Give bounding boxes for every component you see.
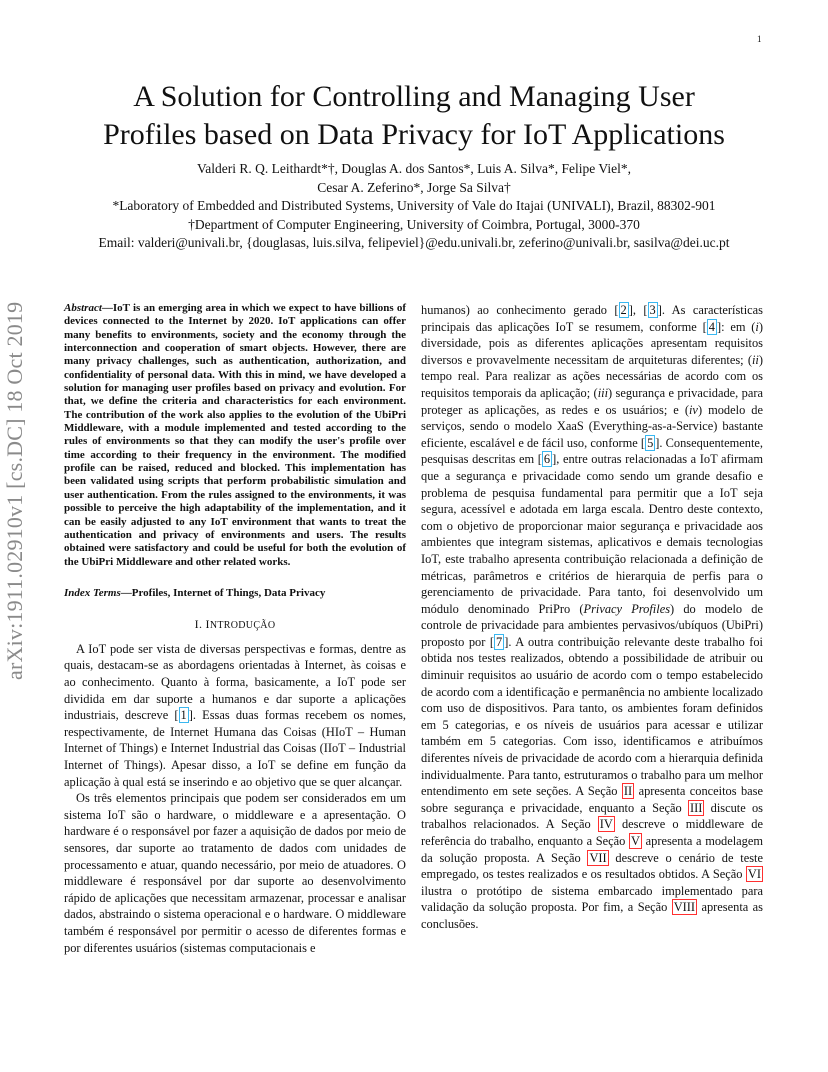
abstract-lead: Abstract bbox=[64, 302, 102, 314]
author-block bbox=[40, 160, 788, 253]
section-ref-link[interactable]: II bbox=[623, 784, 633, 799]
authors-line-2: Cesar A. Zeferino*, Jorge Sa Silva† bbox=[317, 179, 511, 195]
section-ref-link[interactable]: IV bbox=[599, 817, 613, 832]
citation-link[interactable]: 4 bbox=[708, 319, 715, 334]
paragraph-intro-1: A IoT pode ser vista de diversas perspectivas e formas, dentre as quais, destacam-se as abordagens orientadas à Internet, às coisas e ao conhecimento. Quanto à forma, basicamente, a IoT pode ser dividida em dar suporte a humanos e dar suporte a aplicações industriais, descreve [ 1 ]. Essas duas formas recebem os nomes, respectivamente, de Internet Humana das Coisas (HIoT – Human Internet of Things) e Internet Industrial das Coisas (IIoT – Industrial Internet of Things). Apesar disso, a IoT se define em função da aplicação à qual está se inserindo e ao objetivo que se quer alcançar. bbox=[64, 641, 406, 789]
email-line: Email: valderi@univali.br, {douglasas, luis.silva, felipeviel}@edu.univali.br, zeferino@univali.br, sasilva@dei.uc.pt bbox=[98, 235, 730, 250]
citation-link[interactable]: 1 bbox=[180, 708, 187, 723]
title-line-2: Profiles based on Data Privacy for IoT Applications bbox=[103, 118, 725, 151]
abstract-text: —IoT is an emerging area in which we expect to have billions of devices connected to the Internet by 2020. IoT applications can offer many benefits to environments, society and the economy through the interconnection and cooperation of smart objects. However, there are many privacy challenges, such as authentication, authorization, and confidentiality of personal data. With this in mind, we have developed a solution for managing user profiles based on privacy and evolution. For that, we define the criteria and characteristics for each environment. The contribution of the work also applies to the evolution of the UbiPri Middleware, with a module implemented and tested according to the rules of environments so that they can modify the user's profile over time according to their frequency in the environment. The modified profile can be raised, reduced and blocked. This implementation has been validated using scripts that perform probabilistic simulation and user authentication. From the rules assigned to the environments, it was possible to perceive the high adaptability of the implementation, and it can be easily adjusted to any IoT environment that wants to treat the authentication and privacy of environments and users. The results obtained were satisfactory and could be useful for both the evolution of the UbiPri Middleware and other related works. bbox=[64, 302, 406, 568]
affiliation-1: *Laboratory of Embedded and Distributed Systems, University of Vale do Itajai (UNIVALI), Brazil, 88302-901 bbox=[112, 198, 716, 213]
citation-link[interactable]: 3 bbox=[649, 303, 656, 317]
index-terms-text: —Profiles, Internet of Things, Data Privacy bbox=[120, 586, 326, 599]
paragraph-intro-3: humanos) ao conhecimento gerado [ 2 ], [ 3 ]. As características principais das aplicações IoT se resumem, conforme [ 4 ]: em (i) diversidade, pois as diferentes aplicações apresentam requisitos diversos e provavelmente necessitam de arquiteturas diferentes; (ii) tempo real. Para realizar as ações necessárias de acordo com os requisitos temporais da aplicação; (iii) segurança e privacidade, para proteger as aplicações, as redes e os usuários; e (iv) modelo de serviços, sendo o modelo XaaS (Everything-as-a-Service) bastante eficiente, escalável e de fácil uso, conforme [ 5 ]. Consequentemente, pesquisas descritas em [ 6 ], entre outras relacionadas a IoT afirmam que a segurança e privacidade como sendo um grande desafio e problema de pesquisa fundamental para permitir que a IoT seja segura, acessível e adotada em larga escala. Dentro deste contexto, com o objetivo de proporcionar maior segurança e privacidade aos ambientes que integram sistemas, aplicativos e demais tecnologias IoT, este trabalho apresenta contribuição relacionada a definição de métricas, parâmetros e critérios de hierarquia de perfis para o gerenciamento de privacidade. Para tanto, foi desenvolvido um módulo denominado PriPro (Privacy Profiles) do modelo de controle de privacidade para ambientes pervasivos/ubíquos (UbiPri) proposto por [ 7 ]. A outra contribuição relevante deste trabalho foi obtida nos testes realizados, obtendo a possibilidade de atribuir ou diminuir requisitos ao usuário de acordo com o tempo estabelecido de acordo com a identificação e permanência no ambiente localizado com uso de dispositivos. Para tanto, os ambientes foram definidos em 5 categorias, e os níveis de usuários para acessar e utilizar também em 5 categorias. Com isso, identificamos e atribuímos diferentes níveis de privacidade de acordo com a hierarquia definida individualmente. Para tanto, estruturamos o trabalho para um melhor entendimento em sete seções. A Seção II apresenta conceitos base sobre segurança e privacidade, enquanto a Seção III discute os trabalhos relacionados. A Seção IV descreve o middleware de referência do trabalho, enquanto a Seção V apresenta a modelagem da solução proposta. A Seção VII descreve o cenário de teste empregado, os testes realizados e os resultados obtidos. A Seção VI ilustra o protótipo de sistema embarcado implementado para validação da solução proposta. Por fim, a Seção VIII apresenta as conclusões. bbox=[421, 303, 764, 931]
section-ref-link[interactable]: VI bbox=[747, 867, 761, 882]
abstract bbox=[64, 302, 406, 569]
arxiv-stamp: arXiv:1911.02910v1 [cs.DC] 18 Oct 2019 bbox=[2, 301, 27, 680]
title-line-1: A Solution for Controlling and Managing User bbox=[133, 80, 695, 113]
authors-line-1: Valderi R. Q. Leithardt*†, Douglas A. dos Santos*, Luis A. Silva*, Felipe Viel*, bbox=[197, 161, 631, 176]
section-ref-link[interactable]: VIII bbox=[673, 900, 696, 915]
section-heading-introducao: I. INTRODUÇÃO bbox=[194, 617, 276, 632]
index-terms bbox=[64, 587, 406, 600]
paragraph-intro-2: Os três elementos principais que podem ser considerados em um sistema IoT são o hardware, o middleware e a apresentação. O hardware é o responsável por fazer a aquisição de dados por meio de sensores, dar suporte ao tratamento de dados com unidades de processamento e atuar, quando necessário, por meio de atuadores. O middleware é responsável por dar suporte ao desenvolvimento rápido de aplicações que necessitam armazenar, processar e analisar dados, abstraindo o sistema operacional e o hardware. O middleware também é responsável por permitir o acesso de diferentes formas e por diferentes usuários (sistemas computacionais e bbox=[64, 791, 406, 955]
page-number: 1 bbox=[757, 34, 762, 44]
left-column bbox=[64, 302, 406, 956]
index-terms-lead: Index Terms bbox=[64, 586, 121, 599]
affiliation-2: †Department of Computer Engineering, University of Coimbra, Portugal, 3000-370 bbox=[188, 216, 640, 232]
citation-link[interactable]: 2 bbox=[620, 303, 627, 317]
citation-link[interactable]: 6 bbox=[543, 452, 551, 467]
section-ref-link[interactable]: III bbox=[690, 800, 703, 815]
citation-link[interactable]: 5 bbox=[647, 435, 654, 450]
paper-title bbox=[40, 78, 788, 154]
section-ref-link[interactable]: VII bbox=[589, 850, 607, 865]
right-column bbox=[421, 302, 763, 933]
citation-link[interactable]: 7 bbox=[496, 634, 503, 649]
section-ref-link[interactable]: V bbox=[631, 834, 640, 848]
